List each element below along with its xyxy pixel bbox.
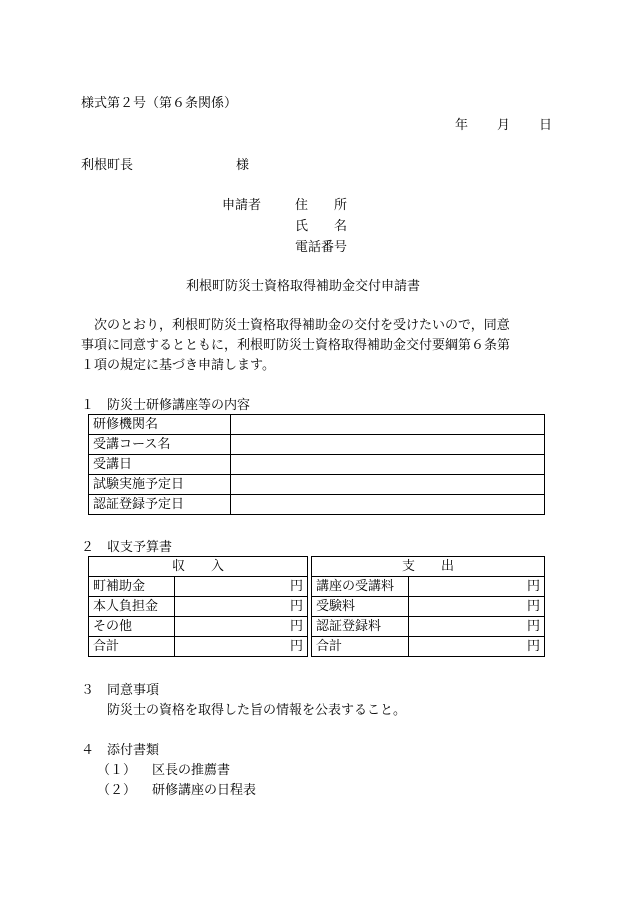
table-row	[89, 577, 545, 597]
applicant-phone-label: 電話番号	[295, 240, 348, 255]
row-label: 受講コース名	[89, 435, 231, 455]
section3-heading: ３ 同意事項	[81, 683, 160, 698]
income-amount[interactable]: 円	[175, 617, 308, 637]
table-row	[89, 495, 545, 515]
body-line-2: 事項に同意するとともに，利根町防災士資格取得補助金交付要綱第６条第	[81, 338, 511, 353]
income-item: 本人負担金	[89, 597, 175, 617]
row-label: 研修機関名	[89, 415, 231, 435]
addressee-honorific: 様	[236, 158, 250, 173]
row-label: 受講日	[89, 455, 231, 475]
section2-heading: ２ 収支予算書	[81, 540, 173, 555]
income-item: 合計	[89, 637, 175, 657]
table-row	[89, 415, 545, 435]
section3-text: 防災士の資格を取得した旨の情報を公表すること。	[107, 703, 407, 718]
course-details-table	[88, 414, 545, 515]
date-month: 月	[497, 118, 511, 133]
table-row	[89, 597, 545, 617]
table-row	[89, 617, 545, 637]
row-label: 試験実施予定日	[89, 475, 231, 495]
table-header-row	[89, 557, 545, 577]
value-cell[interactable]	[231, 415, 545, 435]
expense-amount[interactable]: 円	[409, 617, 545, 637]
expense-item: 認証登録料	[312, 617, 409, 637]
expense-header: 支 出	[312, 557, 545, 577]
expense-item: 受験料	[312, 597, 409, 617]
attachment-2-label: 研修講座の日程表	[152, 783, 257, 798]
table-row	[89, 435, 545, 455]
attachment-1-number: （１）	[97, 763, 137, 778]
table-row	[89, 455, 545, 475]
attachment-2-number: （２）	[97, 783, 137, 798]
addressee-name: 利根町長	[81, 158, 134, 173]
attachment-1-label: 区長の推薦書	[152, 763, 231, 778]
expense-amount[interactable]: 円	[409, 597, 545, 617]
expense-amount[interactable]: 円	[409, 637, 545, 657]
applicant-name-label: 氏 名	[295, 219, 348, 234]
value-cell[interactable]	[231, 475, 545, 495]
date-day: 日	[539, 118, 553, 133]
row-label: 認証登録予定日	[89, 495, 231, 515]
income-item: その他	[89, 617, 175, 637]
income-header: 収 入	[89, 557, 308, 577]
value-cell[interactable]	[231, 495, 545, 515]
body-line-3: １項の規定に基づき申請します。	[81, 358, 275, 373]
income-amount[interactable]: 円	[175, 637, 308, 657]
applicant-label: 申請者	[222, 198, 262, 213]
applicant-address-label: 住 所	[295, 198, 348, 213]
income-amount[interactable]: 円	[175, 577, 308, 597]
table-row	[89, 637, 545, 657]
body-line-1: 次のとおり，利根町防災士資格取得補助金の交付を受けたいので，同意	[94, 318, 510, 333]
form-number: 様式第２号（第６条関係）	[81, 96, 238, 111]
budget-table	[88, 556, 545, 657]
expense-item: 講座の受講料	[312, 577, 409, 597]
date-year: 年	[455, 118, 469, 133]
document-title: 利根町防災士資格取得補助金交付申請書	[186, 279, 421, 294]
table-row	[89, 475, 545, 495]
income-item: 町補助金	[89, 577, 175, 597]
expense-item: 合計	[312, 637, 409, 657]
value-cell[interactable]	[231, 455, 545, 475]
section4-heading: ４ 添付書類	[81, 743, 160, 758]
expense-amount[interactable]: 円	[409, 577, 545, 597]
section1-heading: １ 防災士研修講座等の内容	[81, 398, 251, 413]
value-cell[interactable]	[231, 435, 545, 455]
income-amount[interactable]: 円	[175, 597, 308, 617]
